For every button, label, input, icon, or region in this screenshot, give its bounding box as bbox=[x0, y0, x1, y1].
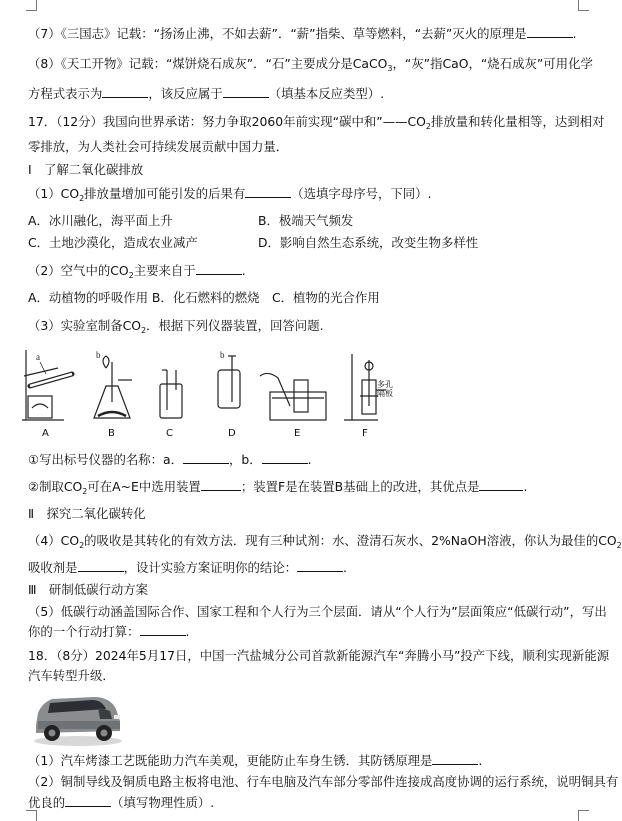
q16-item8-text-c: 方程式表示为 bbox=[28, 86, 103, 101]
subscript-2: 2 bbox=[128, 271, 134, 280]
q18-sub2 bbox=[28, 774, 618, 790]
q17-circ2-text-b: 可在A~E中选用装置 bbox=[87, 479, 201, 494]
apparatus-c bbox=[160, 370, 182, 418]
label-a-tag: a bbox=[36, 352, 40, 362]
q16-item7: （7）《三国志》记载：“扬汤止沸，不如去薪”．“薪”指柴、草等燃料，“去薪”灭火的原理是 . bbox=[28, 26, 577, 41]
q17-sub2-blank[interactable] bbox=[196, 263, 242, 275]
apparatus-a bbox=[22, 350, 72, 420]
q17-circ2-blank-device[interactable] bbox=[201, 479, 241, 491]
q17-circ2-text: ②制取CO bbox=[28, 479, 83, 494]
q16-item8-text: （8）《天工开物》记载：“煤饼烧石成灰”．“石”主要成分是CaCO bbox=[28, 56, 388, 71]
q17-sub4-text-d: ，设计实验方案证明你的结论： bbox=[123, 560, 298, 575]
crop-mark-top-left bbox=[26, 0, 37, 11]
f-label-line2: 隔板 bbox=[377, 389, 393, 398]
q17-sub5-line2: 你的一个行动打算： . bbox=[28, 624, 190, 639]
q16-item8-blank-equation[interactable] bbox=[102, 86, 148, 98]
q18-intro-text: 18．（8分）2024年5月17日，中国一汽盐城分公司首款新能源汽车“奔腾小马”投产下线，顺利实现新能源 bbox=[28, 648, 610, 663]
q17-circ1-blank-b[interactable] bbox=[262, 452, 308, 464]
apparatus-label-a: A bbox=[42, 428, 49, 439]
q18-sub1: （1）汽车烤漆工艺既能助力汽车美观，更能防止车身生锈．其防锈原理是 . bbox=[28, 753, 483, 768]
q17-option-a: A．冰川融化，海平面上升 bbox=[28, 213, 173, 228]
q17-section2-heading bbox=[28, 506, 146, 522]
subscript-2: 2 bbox=[425, 122, 431, 131]
crop-mark-bottom-left bbox=[26, 810, 37, 821]
q17-sub3 bbox=[28, 318, 324, 339]
q17-sub1-blank[interactable] bbox=[245, 186, 291, 198]
q17-section1-heading bbox=[28, 162, 143, 178]
q17-sub5-text: （5）低碳行动涵盖国际合作、国家工程和个人行为三个层面．请从“个人行为”层面策应“低碳行动”，写出 bbox=[28, 604, 607, 619]
q16-item8-text-d: ，该反应属于 bbox=[148, 86, 223, 101]
q17-option-d: D．影响自然生态系统，改变生物多样性 bbox=[258, 235, 479, 250]
q17-option-b: B．极端天气频发 bbox=[258, 213, 354, 228]
subscript-3: 3 bbox=[387, 64, 393, 73]
q18-sub1-blank[interactable] bbox=[432, 753, 478, 765]
car-image bbox=[28, 685, 128, 747]
q18-sub2-text: （2）铜制导线及铜质电路主板将电池、行车电脑及汽车部分零部件连接成高度协调的运行系统，说明铜具有 bbox=[28, 774, 619, 789]
q17-intro bbox=[28, 114, 604, 135]
q17-sub3-text-b: ．根据下列仪器装置，回答问题. bbox=[146, 318, 324, 333]
subscript-2: 2 bbox=[79, 194, 85, 203]
q17-circ1-text-b: ，b． bbox=[229, 452, 262, 467]
q17-sub4-line2: 吸收剂是 ，设计实验方案证明你的结论： . bbox=[28, 560, 347, 575]
q18-sub2-text-b: 优良的 bbox=[28, 795, 66, 810]
apparatus-label-d: D bbox=[228, 428, 236, 439]
q17-sub1 bbox=[28, 186, 432, 207]
q17-circ1-text: ①写出标号仪器的名称：a． bbox=[28, 452, 183, 467]
q17-circ2-blank-advantage[interactable] bbox=[479, 479, 523, 491]
crop-mark-bottom-right bbox=[578, 810, 589, 821]
q18-sub2-blank[interactable] bbox=[65, 795, 111, 807]
q17-sub4-blank-conclusion[interactable] bbox=[297, 560, 343, 572]
q16-item8-text-b: ，“灰”指CaO，“烧石成灰”可用化学 bbox=[392, 56, 593, 71]
apparatus-b bbox=[94, 350, 132, 418]
q17-sub1-text: （1）CO bbox=[28, 186, 80, 201]
q17-sub4-text-c: 吸收剂是 bbox=[28, 560, 78, 575]
q18-sub2-line2 bbox=[28, 795, 214, 811]
q17-sub4 bbox=[28, 533, 622, 554]
q17-intro-line2 bbox=[28, 139, 288, 155]
q17-sub2 bbox=[28, 263, 246, 284]
apparatus-e bbox=[260, 373, 326, 420]
q17-sub5-text-b: 你的一个行动打算： bbox=[28, 624, 140, 639]
crop-mark-top-right bbox=[578, 0, 589, 11]
q17-sub4-text: （4）CO bbox=[28, 533, 80, 548]
apparatus-label-c: C bbox=[166, 428, 173, 439]
q16-item8-text-e: （填基本反应类型）. bbox=[268, 86, 385, 101]
subscript-2: 2 bbox=[82, 487, 88, 496]
q17-sub4-blank-absorbent[interactable] bbox=[78, 560, 124, 572]
q18-intro-line2 bbox=[28, 668, 115, 684]
q17-section3-heading bbox=[28, 582, 148, 598]
q17-circ1: ①写出标号仪器的名称：a． ，b． . bbox=[28, 452, 312, 467]
f-label-multi-hole bbox=[377, 380, 393, 398]
q17-section3-title: Ⅲ 研制低碳行动方案 bbox=[28, 582, 149, 597]
q17-sub1-text-b: 排放量增加可能引发的后果有 bbox=[84, 186, 246, 201]
subscript-2: 2 bbox=[616, 541, 622, 550]
apparatus-d bbox=[218, 350, 240, 408]
apparatus-label-b: B bbox=[108, 428, 115, 439]
q17-sub2-options bbox=[28, 290, 380, 306]
q17-sub2-options-text: A．动植物的呼吸作用 B．化石燃料的燃烧 C．植物的光合作用 bbox=[28, 290, 380, 305]
q17-sub5 bbox=[28, 604, 607, 620]
q17-section2-title: Ⅱ 探究二氧化碳转化 bbox=[28, 506, 146, 521]
apparatus-label-f: F bbox=[362, 428, 368, 439]
subscript-2: 2 bbox=[79, 541, 85, 550]
apparatus-label-e: E bbox=[294, 428, 301, 439]
f-label-line1: 多孔 bbox=[377, 380, 393, 389]
label-b-tag: b bbox=[96, 350, 101, 360]
q18-intro bbox=[28, 648, 609, 664]
q17-sub5-blank[interactable] bbox=[140, 624, 186, 636]
subscript-2: 2 bbox=[141, 326, 147, 335]
q17-circ2: ②制取$CO_2$可在A~E中选用装置 ；装置F是在装置B基础上的改进，其优点是 . bbox=[28, 479, 528, 496]
q18-intro-text-b: 汽车转型升级． bbox=[28, 668, 115, 683]
q17-sub2-text-c: . bbox=[241, 263, 246, 278]
q17-intro-text-c: 零排放，为人类社会可持续发展贡献中国力量． bbox=[28, 139, 289, 154]
label-d-tag: b bbox=[220, 350, 225, 360]
q18-sub1-text: （1）汽车烤漆工艺既能助力汽车美观，更能防止车身生锈．其防锈原理是 bbox=[28, 753, 433, 768]
q17-intro-text: 17．（12分）我国向世界承诺：努力争取2060年前实现“碳中和”——CO bbox=[28, 114, 426, 129]
q17-circ1-blank-a[interactable] bbox=[183, 452, 229, 464]
q16-item8 bbox=[28, 56, 593, 77]
q17-sub4-text-b: 的吸收是其转化的有效方法．现有三种试剂：水、澄清石灰水、2%NaOH溶液，你认为最佳的CO bbox=[84, 533, 617, 548]
q16-item7-blank[interactable] bbox=[527, 26, 573, 38]
q17-circ2-text-c: ；装置F是在装置B基础上的改进，其优点是 bbox=[240, 479, 480, 494]
q17-intro-text-b: 排放量和转化量相等，达到相对 bbox=[430, 114, 605, 129]
q17-sub1-text-c: （选填字母序号，下同）. bbox=[291, 186, 432, 201]
q17-sub2-text: （2）空气中的CO bbox=[28, 263, 129, 278]
q17-sub2-text-b: 主要来自于 bbox=[133, 263, 196, 278]
q18-sub2-text-c: （填写物理性质）. bbox=[111, 795, 215, 810]
lab-apparatus-figure bbox=[22, 350, 392, 430]
q17-sub3-text: （3）实验室制备CO bbox=[28, 318, 142, 333]
q17-option-c: C．土地沙漠化，造成农业减产 bbox=[28, 235, 198, 250]
q16-item7-text: （7）《三国志》记载：“扬汤止沸，不如去薪”．“薪”指柴、草等燃料，“去薪”灭火的原理是 bbox=[28, 26, 527, 41]
q17-section1-title: Ⅰ 了解二氧化碳排放 bbox=[28, 162, 144, 177]
q16-item8-blank-reaction-type[interactable] bbox=[223, 86, 269, 98]
q16-item8-line2 bbox=[28, 86, 384, 102]
